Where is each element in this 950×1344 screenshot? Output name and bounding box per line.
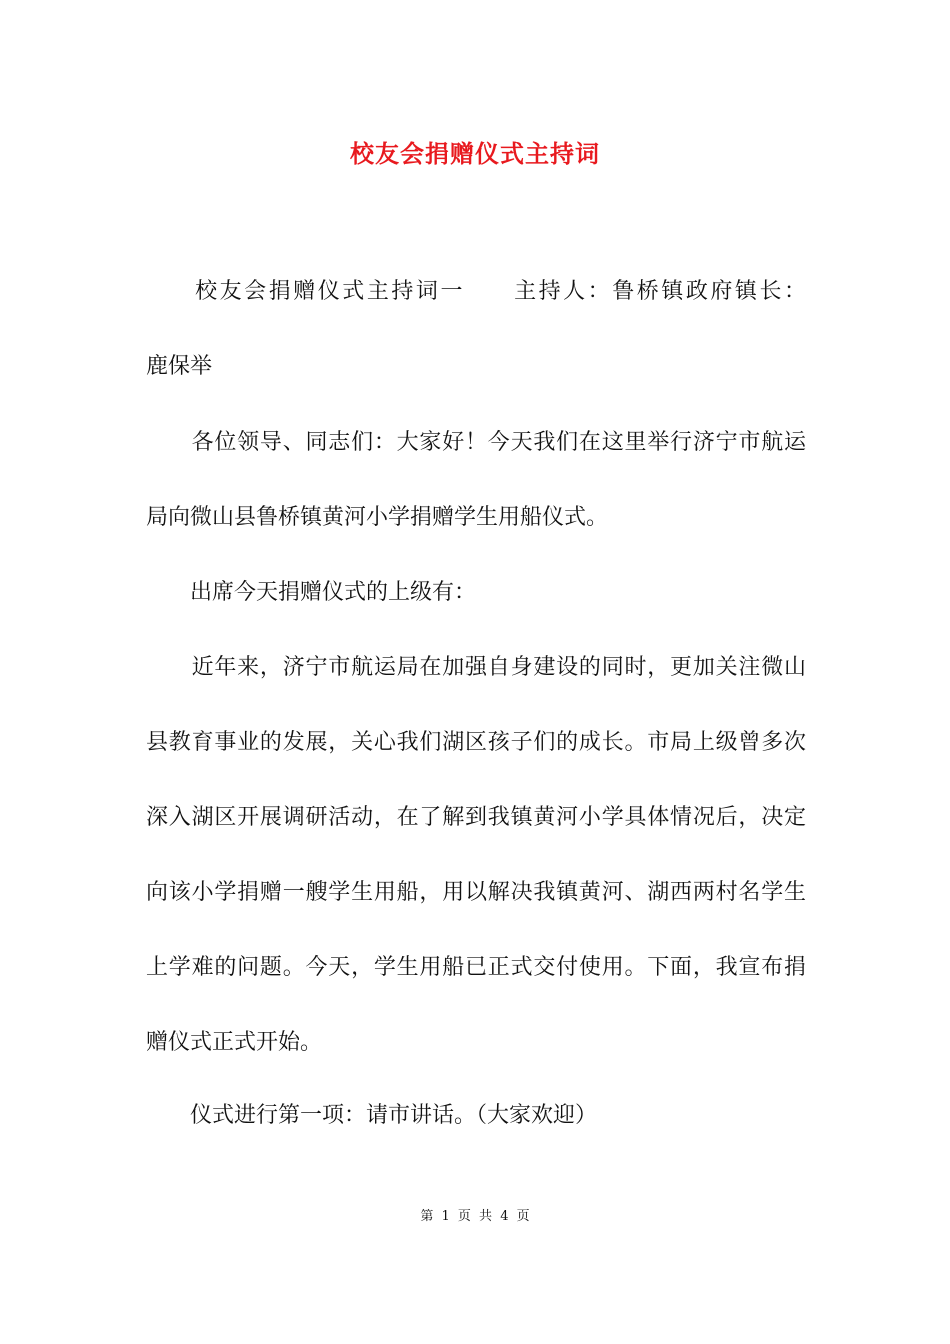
document-title: 校友会捐赠仪式主持词 <box>350 139 600 168</box>
body-line: 校友会捐赠仪式主持词一 主持人：鲁桥镇政府镇长： <box>146 279 806 304</box>
body-line: 上学难的问题。今天，学生用船已正式交付使用。下面，我宣布捐 <box>146 955 806 980</box>
body-line: 鹿保举 <box>146 354 213 379</box>
body-line: 近年来，济宁市航运局在加强自身建设的同时，更加关注微山 <box>146 655 806 680</box>
body-line: 赠仪式正式开始。 <box>146 1030 323 1055</box>
body-line: 向该小学捐赠一艘学生用船，用以解决我镇黄河、湖西两村名学生 <box>146 880 806 905</box>
body-line: 各位领导、同志们：大家好！今天我们在这里举行济宁市航运 <box>146 430 806 455</box>
body-line: 出席今天捐赠仪式的上级有： <box>146 580 477 605</box>
body-line: 局向微山县鲁桥镇黄河小学捐赠学生用船仪式。 <box>146 505 609 530</box>
page-number-footer: 第 1 页 共 4 页 <box>420 1209 530 1224</box>
body-line: 仪式进行第一项：请市讲话。（大家欢迎） <box>146 1103 598 1128</box>
body-line: 深入湖区开展调研活动，在了解到我镇黄河小学具体情况后，决定 <box>146 805 806 830</box>
body-line: 县教育事业的发展，关心我们湖区孩子们的成长。市局上级曾多次 <box>146 730 806 755</box>
